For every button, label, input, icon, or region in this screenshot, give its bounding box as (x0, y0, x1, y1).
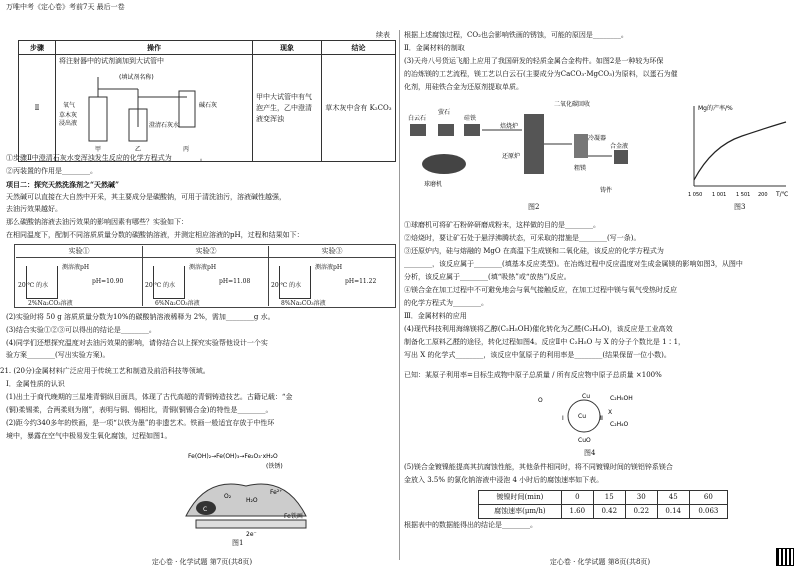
fig1-h2o: H₂O (246, 497, 258, 504)
fig2-crude-mg: 粗镁 (574, 165, 587, 172)
experiment-2 (142, 246, 269, 306)
q-temperature: (4)同学们还想探究温度对去油污效果的影响，请你结合以上探究实验帮他设计一个实 (6, 339, 268, 347)
page-divider (399, 30, 400, 560)
t2-r1-c3: 30 (625, 491, 657, 505)
s1-text-b: (铜)柔锡柔，合两柔则为刚”，表明与铜、锡相比，青铜(铜锡合金)的特性是________。 (6, 406, 273, 414)
r-q4a: ④镁合金在加工过程中不可避免地会与氧气接触反应，在加工过程中镁与氧气受热时反应 (404, 286, 677, 294)
exp3-title: 实验③ (269, 246, 395, 258)
r-text-3a: (3)天舟八号货运飞船上应用了我国研发的轻质金属合金构件。如图2是一种较为环保 (404, 57, 664, 65)
t2-r2-c5: 0.063 (689, 505, 727, 519)
corrosion-table (478, 490, 728, 519)
q-conclusion: (3)结合实验①②③可以得出的结论是________。 (6, 326, 156, 334)
t2-r2-c4: 0.14 (657, 505, 689, 519)
exp1-solution: 2%Na₂CO₃溶液 (28, 300, 73, 307)
fig4-cu-top: Cu (582, 393, 590, 400)
question-21: 21. (20分)金属材料广泛应用于传统工艺和制造及前沿科技等领域。 (0, 367, 210, 375)
page-header: 万唯中考《定心卷》考前7天 最后一卷 (6, 3, 125, 11)
fig1-caption: 图1 (232, 539, 244, 547)
q-device-bing: ②丙装置的作用是________。 (6, 167, 97, 175)
step-cell: Ⅱ (19, 55, 56, 162)
fig4-x: X (608, 409, 613, 416)
t2-r1-c1: 0 (561, 491, 593, 505)
r-q1: ①球磨机可将矿石粉碎研磨成粉末，这样做的目的是________。 (404, 221, 600, 229)
fig2-caption: 图2 (528, 203, 540, 211)
fig1-iron: Fe铁画 (284, 513, 303, 520)
exp3-probe: 测溶液pH (315, 264, 343, 271)
fig1-rust: (铁锈) (266, 463, 283, 470)
right-footer: 定心卷 · 化学试题 第8页(共8页) (549, 558, 651, 566)
s1-text-d: 境中，暴露在空气中极易发生氧化腐蚀，过程如图1。 (6, 432, 172, 440)
exp3-ph: pH=11.22 (345, 278, 377, 285)
t2-r1-c4: 45 (657, 491, 689, 505)
fig2-alloy: 合金液 (610, 143, 629, 150)
exp2-probe: 测溶液pH (189, 264, 217, 271)
fig2-dolomite: 白云石 (408, 115, 427, 122)
fig-label-extract: 浸出液 (59, 120, 78, 127)
t2-r1-c5: 60 (689, 491, 727, 505)
apparatus-diagram (59, 67, 245, 155)
exp1-body (16, 258, 142, 306)
r-q2: ②焙烧时，要让矿石处于悬浮沸腾状态，可采取的措施是________(写一条)。 (404, 234, 641, 242)
fig2-condenser: 冷凝器 (588, 135, 607, 142)
right-page (404, 0, 796, 574)
continued-label: 续表 (376, 31, 390, 39)
fig4-aldehyde: C₂H₄O (610, 421, 629, 428)
figure-1-corrosion (166, 446, 326, 540)
th-conclusion: 结论 (322, 41, 396, 55)
t2-r2-c1: 1.60 (561, 505, 593, 519)
project2-text-c: 那么碳酸钠溶液去油污效果的影响因素有哪些？实验如下： (6, 218, 188, 226)
fig4-step2: Ⅱ (600, 415, 603, 422)
left-page (0, 0, 398, 574)
experiment-1 (16, 246, 142, 306)
fig3-tick-3: 1 501 (736, 192, 751, 198)
fig-label-yi: 乙 (135, 146, 142, 153)
fig3-xlabel: T/℃ (776, 191, 789, 198)
r-co2-reason: 根据上述腐蚀过程，CO₂也会影响铁画的锈蚀，可能的原因是________。 (404, 31, 628, 39)
fig2-casting: 铸件 (600, 187, 613, 194)
exp1-water: 20 ℃ 的水 (18, 282, 49, 289)
fig3-tick-4: 200 (758, 192, 768, 198)
fig4-o: O (538, 397, 543, 404)
fig2-co2: 二氧化碳回收 (554, 101, 591, 108)
fig-label-sodalime: 碱石灰 (199, 102, 218, 109)
r-q3b: ________，该反应属于________(填基本反应类型)。在冶炼过程中反应温度对生成金属镁的影响如图3，从图中 (404, 260, 743, 268)
t2-r2-c0: 腐蚀速率(μm/h) (479, 505, 562, 519)
fig1-fe2: Fe²⁺ (270, 489, 283, 496)
fig4-cu-mid: Cu (578, 413, 586, 420)
r-q4b: 的化学方程式为________。 (404, 299, 488, 307)
operation-cell (56, 55, 253, 162)
fig4-ethanol: C₂H₅OH (610, 395, 633, 402)
project2-text-b: 去油污效果越好。 (6, 205, 62, 213)
s1-text-a: (1)出土于商代晚期的三星堆青铜纵目面具，体现了古代高超的青铜铸造技艺。古籍记载：“金 (6, 393, 293, 401)
r-q5c: 写出 X 的化学式________，该反应中氢原子的利用率是________(结果保留一位小数)。 (404, 351, 671, 359)
t2-r1-c0: 镀镍时间(min) (479, 491, 562, 505)
experiment-table (18, 40, 396, 162)
r-q3c: 分析，该反应属于________(填“吸热”或“放热”)反应。 (404, 273, 571, 281)
fig2-furnace: 焙烧炉 (500, 123, 519, 130)
q-dilution: (2)实验时将 50 g 溶质质量分数为10%的碳酸钠溶液稀释为 2%，需加________g 水。 (6, 313, 275, 321)
operation-text: 将注射器中的试剂滴加到大试管中 (59, 57, 164, 65)
fig-label-bing: 丙 (183, 146, 190, 153)
fig1-carbon: C (203, 506, 208, 513)
exp3-water: 20 ℃ 的水 (271, 282, 302, 289)
fig3-caption: 图3 (734, 203, 746, 211)
experiment-3 (268, 246, 395, 306)
exp1-ph: pH=10.90 (92, 278, 124, 285)
section-2: Ⅱ．金属材料的制取 (404, 44, 465, 52)
fig3-tick-1: 1 050 (688, 192, 703, 198)
qr-code-icon (776, 548, 794, 566)
project2-text-d: 在相同温度下，配制不同溶质质量分数的碳酸钠溶液，并测定相应溶液的pH，过程和结果如下： (6, 231, 304, 239)
r-text-3b: 的冶炼镁的工艺流程，镁工艺以白云石(主要成分为CaCO₃·MgCO₃)为原料，以蛋石为催 (404, 70, 678, 78)
t2-r2-c2: 0.42 (593, 505, 625, 519)
s1-text-c: (2)距今约340多年的铁画，是一项“以铁为墨”的非遗艺术。铁画一般适宜存放于中性环 (6, 419, 275, 427)
r-q5b: 制备化工原料乙醛的途径，转化过程如图4。反应Ⅱ中 C₂H₅O 与 X 的分子个数比是 1∶1， (404, 338, 686, 346)
section-1: Ⅰ．金属性质的认识 (6, 380, 65, 388)
fig-label-reagent: (填试剂名称) (119, 74, 154, 81)
left-footer: 定心卷 · 化学试题 第7页(共8页) (151, 558, 253, 566)
project2-text-a: 天然碱可以直接在大自然中开采，其主要成分是碳酸钠，可用于清洗油污，溶液碱性越强， (6, 193, 286, 201)
fig2-ballmill: 球磨机 (424, 181, 443, 188)
phenomenon-cell: 甲中大试管中有气泡产生，乙中澄清液变浑浊 (253, 55, 322, 162)
fig1-electrons: 2e⁻ (246, 531, 257, 538)
q-limewater-equation: ①步骤Ⅱ中澄清石灰水变浑浊发生反应的化学方程式为________。 (6, 154, 207, 162)
atom-utilization-formula: 已知：某原子利用率=目标生成物中原子总质量 / 所有反应物中原子总质量 ×100% (404, 371, 662, 379)
fig-label-oxygen: 氧气 (63, 102, 76, 109)
q-temperature-b: 验方案________(写出实验方案)。 (6, 351, 110, 359)
exp1-probe: 测溶液pH (62, 264, 90, 271)
r-q5a: (4)现代科技利用海绵镁将乙醇(C₂H₅OH)催化转化为乙醛(C₂H₄O)，该反应是工业高效 (404, 325, 673, 333)
figure-3-chart (682, 100, 792, 200)
exp2-ph: pH=11.08 (219, 278, 251, 285)
fig4-caption: 图4 (584, 449, 596, 457)
exp2-solution: 6%Na₂CO₃溶液 (155, 300, 200, 307)
exp2-body (143, 258, 269, 306)
exp3-body (269, 258, 395, 306)
fig1-rust-chain: Fe(OH)₂→Fe(OH)₃→Fe₂O₃·xH₂O (188, 453, 278, 460)
r-final-conclusion: 根据表中的数据能得出的结论是________。 (404, 521, 537, 529)
fig-label-jia: 甲 (95, 146, 102, 153)
th-step: 步骤 (19, 41, 56, 55)
fig3-ylabel: Mg的产率/% (698, 105, 733, 112)
r-q6b: 金放入 3.5% 的氯化钠溶液中浸泡 4 小时后的腐蚀速率如下表。 (404, 476, 604, 484)
section-3: Ⅲ．金属材料的应用 (404, 312, 467, 320)
t2-r2-c3: 0.22 (625, 505, 657, 519)
t2-r1-c2: 15 (593, 491, 625, 505)
fig2-ferrosilicon: 硅铁 (464, 115, 477, 122)
r-text-3c: 化剂，用硅铁合金为还原剂提取单质。 (404, 83, 523, 91)
th-operation: 操作 (56, 41, 253, 55)
fig2-fluorite: 萤石 (438, 109, 451, 116)
fig4-step1: Ⅰ (562, 415, 564, 422)
exp2-water: 20 ℃ 的水 (145, 282, 176, 289)
exp3-solution: 8%Na₂CO₃溶液 (281, 300, 326, 307)
fig-label-limewater: 澄清石灰水 (149, 122, 180, 129)
exp2-title: 实验② (143, 246, 269, 258)
conclusion-cell: 草木灰中含有 K₂CO₃ (322, 55, 396, 162)
fig3-tick-2: 1 001 (712, 192, 727, 198)
r-q3a: ③还原炉内，硅与熔融的 MgO 在高温下生成镁和二氧化硅，该反应的化学方程式为 (404, 247, 664, 255)
fig-label-ash: 草木灰 (59, 112, 78, 119)
r-q6a: (5)镁合金镀镍能提高其抗腐蚀性能，其他条件相同时，将不同镀镍时间的镁铝锌系镁合 (404, 463, 673, 471)
fig4-cuo: CuO (578, 437, 591, 444)
th-phenomenon: 现象 (253, 41, 322, 55)
figure-2-process (404, 94, 674, 200)
project2-title: 项目二：探究天然洗涤剂之“天然碱” (6, 180, 120, 189)
fig2-reduction: 还原炉 (502, 153, 521, 160)
exp1-title: 实验① (16, 246, 142, 258)
figure-4-cycle (524, 388, 674, 448)
fig1-o2: O₂ (224, 493, 232, 500)
